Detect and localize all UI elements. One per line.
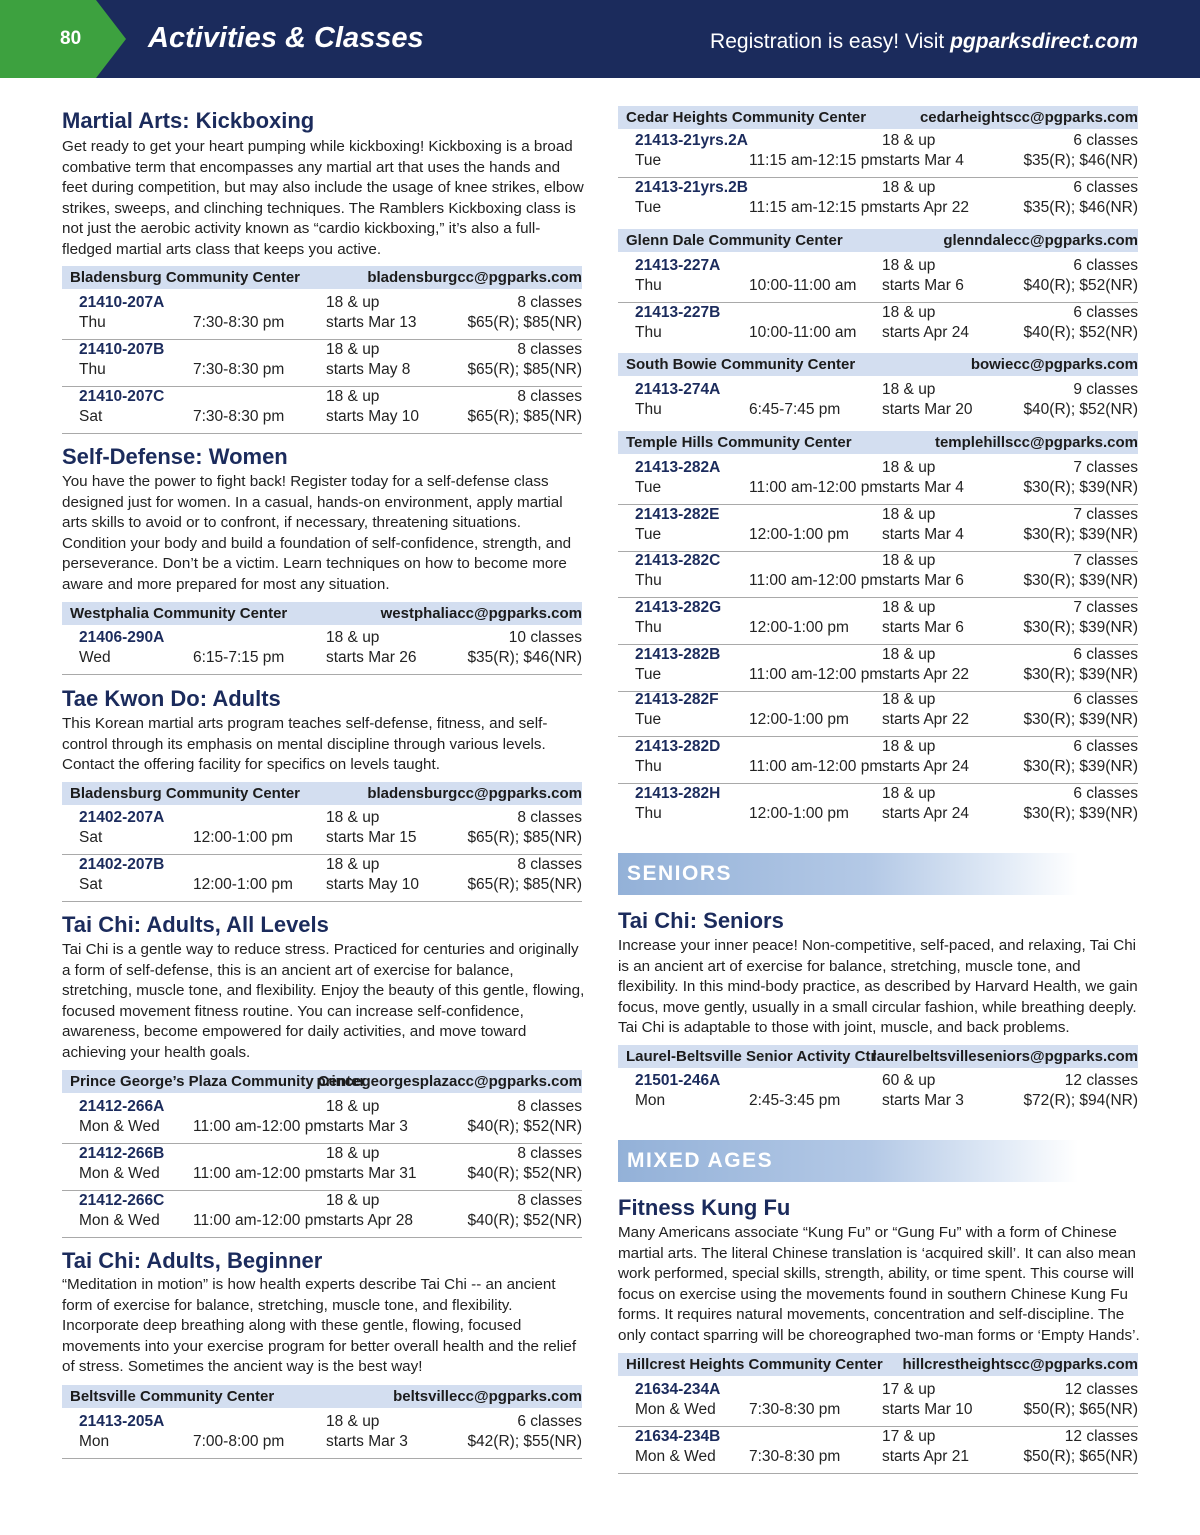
- class-start: starts May 10: [326, 876, 420, 893]
- class-fee: $50(R); $65(NR): [1023, 1401, 1138, 1418]
- class-code: 21412-266C: [79, 1192, 165, 1209]
- banner-label: MIXED AGES: [627, 1149, 774, 1172]
- class-count: 8 classes: [517, 341, 582, 358]
- class-start: starts Mar 4: [882, 526, 964, 543]
- class-day: Tue: [635, 479, 662, 496]
- location-bar: [618, 1353, 1138, 1376]
- class-time: 12:00-1:00 pm: [193, 876, 293, 893]
- class-code: 21413-282E: [635, 506, 720, 523]
- location-email[interactable]: templehillscc@pgparks.com: [934, 434, 1138, 451]
- location-name: Temple Hills Community Center: [626, 434, 852, 451]
- class-day: Tue: [635, 199, 662, 216]
- class-count: 6 classes: [1073, 179, 1138, 196]
- class-time: 11:00 am-12:00 pm: [749, 479, 883, 496]
- class-day: Thu: [79, 361, 106, 378]
- class-time: 6:15-7:15 pm: [193, 649, 285, 666]
- class-time: 7:00-8:00 pm: [193, 1433, 285, 1450]
- class-time: 6:45-7:45 pm: [749, 401, 841, 418]
- section-title: Self-Defense: Women: [62, 444, 288, 469]
- class-age: 18 & up: [326, 1413, 380, 1430]
- class-time: 11:00 am-12:00 pm: [193, 1212, 327, 1229]
- class-time: 11:00 am-12:00 pm: [193, 1118, 327, 1135]
- class-day: Sat: [79, 876, 103, 893]
- location-bar: [618, 229, 1138, 252]
- class-time: 10:00-11:00 am: [749, 324, 857, 341]
- class-count: 12 classes: [1064, 1428, 1138, 1445]
- location-name: Westphalia Community Center: [70, 605, 288, 622]
- location-bar: [62, 782, 582, 805]
- class-day: Tue: [635, 666, 662, 683]
- class-start: starts Mar 6: [882, 572, 964, 589]
- location-email[interactable]: princegeorgesplazacc@pgparks.com: [316, 1073, 582, 1090]
- section-description: Many Americans associate “Kung Fu” or “Gung Fu” with a form of Chinese martial arts. The literal Chinese translation is ‘acquired skill’. It can also mean work performed, special skills, strength, ability, or time spent. This course will focus on exercise using the movements found in southern Chinese Kung Fu forms. It requires natural movements, concentration and self-discipline. The only contact sparring will be choreographed two-man forms or ‘Empty Hands’.: [618, 1224, 1140, 1344]
- class-code: 21412-266B: [79, 1145, 165, 1162]
- class-code: 21413-282H: [635, 785, 721, 802]
- location-bar: [62, 602, 582, 625]
- class-row: [618, 784, 1138, 831]
- class-code: 21410-207C: [79, 388, 165, 405]
- class-fee: $40(R); $52(NR): [1023, 324, 1138, 341]
- class-day: Mon: [635, 1092, 666, 1109]
- page-header: [0, 0, 1200, 78]
- class-start: starts Mar 3: [326, 1118, 408, 1135]
- mixed-ages-banner: [618, 1140, 1078, 1182]
- class-time: 11:00 am-12:00 pm: [749, 666, 883, 683]
- class-row: [618, 1071, 1138, 1118]
- class-count: 8 classes: [517, 856, 582, 873]
- class-time: 7:30-8:30 pm: [193, 408, 285, 425]
- class-count: 6 classes: [1073, 785, 1138, 802]
- class-row: [618, 645, 1138, 692]
- class-fee: $30(R); $39(NR): [1023, 619, 1138, 636]
- class-row: [618, 690, 1138, 737]
- class-code: 21410-207A: [79, 294, 165, 311]
- location-name: Beltsville Community Center: [70, 1388, 275, 1405]
- class-fee: $35(R); $46(NR): [1023, 152, 1138, 169]
- class-age: 17 & up: [882, 1428, 936, 1445]
- class-time: 10:00-11:00 am: [749, 277, 857, 294]
- class-day: Thu: [635, 572, 662, 589]
- class-code: 21634-234A: [635, 1381, 721, 1398]
- class-count: 7 classes: [1073, 506, 1138, 523]
- class-code: 21406-290A: [79, 629, 165, 646]
- class-day: Mon & Wed: [79, 1118, 160, 1135]
- class-row: [62, 1144, 582, 1191]
- class-fee: $65(R); $85(NR): [467, 829, 582, 846]
- class-row: [62, 1412, 582, 1459]
- class-time: 11:00 am-12:00 pm: [749, 758, 883, 775]
- registration-link[interactable]: pgparksdirect.com: [950, 30, 1138, 53]
- class-day: Thu: [635, 277, 662, 294]
- class-code: 21413-282D: [635, 738, 721, 755]
- class-count: 6 classes: [1073, 257, 1138, 274]
- class-age: 18 & up: [882, 646, 936, 663]
- class-day: Thu: [635, 619, 662, 636]
- class-day: Tue: [635, 711, 662, 728]
- class-time: 7:30-8:30 pm: [749, 1401, 841, 1418]
- class-row: [618, 458, 1138, 505]
- class-fee: $30(R); $39(NR): [1023, 666, 1138, 683]
- class-age: 18 & up: [326, 856, 380, 873]
- class-row: [618, 178, 1138, 225]
- class-count: 9 classes: [1073, 381, 1138, 398]
- class-start: starts Apr 22: [882, 711, 970, 728]
- location-name: Laurel-Beltsville Senior Activity Ctr: [626, 1048, 877, 1065]
- section-description: “Meditation in motion” is how health experts describe Tai Chi -- an ancient form of exercise for balance, stretching, muscle tone, and flexibility. Incorporate deep breathing along with these gentle, flowing, focused movements into your exercise program for better overall health and the relief of stress. Sometimes the ancient way is the best way!: [62, 1276, 577, 1376]
- class-count: 7 classes: [1073, 552, 1138, 569]
- class-day: Mon & Wed: [635, 1401, 716, 1418]
- class-count: 8 classes: [517, 809, 582, 826]
- class-count: 8 classes: [517, 1192, 582, 1209]
- class-day: Mon & Wed: [79, 1165, 160, 1182]
- class-row: [618, 551, 1138, 598]
- class-count: 12 classes: [1064, 1072, 1138, 1089]
- class-day: Tue: [635, 152, 662, 169]
- section-description: You have the power to fight back! Register today for a self-defense class designed just for women. In a casual, hands-on environment, apply martial arts skills to avoid or to confront, if necessary, threatening situations. Condition your body and build a foundation of self-confidence, strength, and perseverance. Don’t be a victim. Learn techniques on how to become more aware and more prepared for most any situation.: [62, 473, 572, 593]
- class-time: 11:15 am-12:15 pm: [749, 199, 883, 216]
- section-title: Tae Kwon Do: Adults: [62, 686, 281, 711]
- class-day: Wed: [79, 649, 111, 666]
- class-start: starts Mar 13: [326, 314, 417, 331]
- class-code: 21413-21yrs.2A: [635, 132, 748, 149]
- class-code: 21413-205A: [79, 1413, 165, 1430]
- class-age: 18 & up: [882, 459, 936, 476]
- class-row: [618, 737, 1138, 784]
- location-name: Bladensburg Community Center: [70, 785, 301, 802]
- class-fee: $42(R); $55(NR): [467, 1433, 582, 1450]
- section-title: Tai Chi: Adults, Beginner: [62, 1248, 323, 1273]
- class-fee: $30(R); $39(NR): [1023, 711, 1138, 728]
- class-age: 18 & up: [882, 691, 936, 708]
- class-time: 7:30-8:30 pm: [749, 1448, 841, 1465]
- class-day: Thu: [635, 805, 662, 822]
- class-age: 18 & up: [882, 179, 936, 196]
- class-time: 12:00-1:00 pm: [749, 711, 849, 728]
- location-email[interactable]: beltsvillecc@pgparks.com: [393, 1388, 582, 1405]
- class-age: 18 & up: [326, 629, 380, 646]
- class-time: 7:30-8:30 pm: [193, 361, 285, 378]
- class-day: Mon & Wed: [79, 1212, 160, 1229]
- location-bar: [62, 266, 582, 289]
- class-age: 18 & up: [326, 1145, 380, 1162]
- class-row: [62, 1097, 582, 1144]
- class-count: 8 classes: [517, 1145, 582, 1162]
- section-title: Tai Chi: Adults, All Levels: [62, 912, 329, 937]
- class-count: 10 classes: [508, 629, 582, 646]
- class-code: 21410-207B: [79, 341, 165, 358]
- class-fee: $40(R); $52(NR): [467, 1165, 582, 1182]
- registration-text: Registration is easy! Visit: [710, 30, 951, 53]
- section-description: Increase your inner peace! Non-competitive, self-paced, and relaxing, Tai Chi is an ancient art of exercise for balance, stretching, muscle tone, and flexibility. In this mind-body practice, as described by Harvard Health, we gain focus, move gently, usually in a small circular fashion, while breathing deeply. Tai Chi is adaptable to those with joint, muscle, and back problems.: [618, 937, 1138, 1037]
- location-email[interactable]: westphaliacc@pgparks.com: [380, 605, 582, 622]
- class-start: starts Apr 24: [882, 805, 970, 822]
- class-code: 21413-227A: [635, 257, 721, 274]
- class-age: 18 & up: [882, 381, 936, 398]
- registration-note: [710, 30, 1138, 54]
- location-bar: [618, 106, 1138, 129]
- location-email[interactable]: bladensburgcc@pgparks.com: [367, 785, 582, 802]
- class-row: [618, 505, 1138, 552]
- section-title: Tai Chi: Seniors: [618, 908, 784, 933]
- class-age: 18 & up: [882, 132, 936, 149]
- location-name: Cedar Heights Community Center: [626, 109, 867, 126]
- class-count: 6 classes: [1073, 691, 1138, 708]
- class-count: 6 classes: [517, 1413, 582, 1430]
- class-row: [62, 808, 582, 855]
- class-row: [618, 598, 1138, 645]
- class-row: [62, 387, 582, 434]
- class-time: 12:00-1:00 pm: [749, 526, 849, 543]
- location-name: Bladensburg Community Center: [70, 269, 301, 286]
- class-age: 18 & up: [326, 294, 380, 311]
- class-age: 18 & up: [326, 809, 380, 826]
- class-start: starts Apr 28: [326, 1212, 414, 1229]
- class-fee: $40(R); $52(NR): [467, 1118, 582, 1135]
- class-row: [62, 855, 582, 902]
- class-code: 21634-234B: [635, 1428, 721, 1445]
- location-name: Hillcrest Heights Community Center: [626, 1356, 883, 1373]
- class-start: starts Mar 4: [882, 479, 964, 496]
- class-age: 17 & up: [882, 1381, 936, 1398]
- class-start: starts Apr 22: [882, 666, 970, 683]
- location-name: South Bowie Community Center: [626, 356, 856, 373]
- class-time: 12:00-1:00 pm: [193, 829, 293, 846]
- class-age: 18 & up: [326, 1098, 380, 1115]
- class-start: starts Mar 31: [326, 1165, 417, 1182]
- class-fee: $72(R); $94(NR): [1023, 1092, 1138, 1109]
- class-code: 21413-227B: [635, 304, 721, 321]
- class-start: starts Apr 24: [882, 324, 970, 341]
- class-time: 11:00 am-12:00 pm: [749, 572, 883, 589]
- class-code: 21413-282B: [635, 646, 721, 663]
- class-day: Thu: [635, 758, 662, 775]
- class-code: 21402-207A: [79, 809, 165, 826]
- class-age: 18 & up: [882, 599, 936, 616]
- class-day: Mon: [79, 1433, 110, 1450]
- class-age: 18 & up: [882, 785, 936, 802]
- location-name: Glenn Dale Community Center: [626, 232, 843, 249]
- class-start: starts Mar 4: [882, 152, 964, 169]
- class-time: 12:00-1:00 pm: [749, 619, 849, 636]
- class-fee: $40(R); $52(NR): [467, 1212, 582, 1229]
- class-count: 6 classes: [1073, 132, 1138, 149]
- location-email[interactable]: cedarheightscc@pgparks.com: [919, 109, 1138, 126]
- class-code: 21501-246A: [635, 1072, 721, 1089]
- class-count: 12 classes: [1064, 1381, 1138, 1398]
- class-fee: $65(R); $85(NR): [467, 314, 582, 331]
- class-age: 18 & up: [882, 506, 936, 523]
- class-time: 2:45-3:45 pm: [749, 1092, 841, 1109]
- class-age: 18 & up: [882, 738, 936, 755]
- banner-label: SENIORS: [627, 862, 733, 885]
- class-start: starts Mar 6: [882, 277, 964, 294]
- location-bar: [62, 1070, 582, 1093]
- class-start: starts Mar 26: [326, 649, 417, 666]
- class-age: 18 & up: [326, 1192, 380, 1209]
- class-start: starts May 10: [326, 408, 420, 425]
- class-start: starts Mar 3: [882, 1092, 964, 1109]
- class-day: Thu: [635, 324, 662, 341]
- class-start: starts Mar 6: [882, 619, 964, 636]
- location-email[interactable]: laurelbeltsvilleseniors@pgparks.com: [872, 1048, 1138, 1065]
- class-time: 12:00-1:00 pm: [749, 805, 849, 822]
- class-row: [618, 380, 1138, 427]
- class-fee: $40(R); $52(NR): [1023, 277, 1138, 294]
- location-bar: [62, 1385, 582, 1408]
- class-row: [62, 1191, 582, 1238]
- chevron-right-icon: [96, 0, 126, 78]
- class-fee: $65(R); $85(NR): [467, 876, 582, 893]
- class-fee: $65(R); $85(NR): [467, 361, 582, 378]
- class-start: starts Mar 10: [882, 1401, 973, 1418]
- class-row: [618, 1427, 1138, 1474]
- location-bar: [618, 1045, 1138, 1068]
- location-email[interactable]: glenndalecc@pgparks.com: [943, 232, 1138, 249]
- class-fee: $30(R); $39(NR): [1023, 572, 1138, 589]
- class-code: 21412-266A: [79, 1098, 165, 1115]
- class-time: 11:15 am-12:15 pm: [749, 152, 883, 169]
- class-row: [618, 1380, 1138, 1427]
- class-age: 60 & up: [882, 1072, 936, 1089]
- class-day: Sat: [79, 829, 103, 846]
- class-count: 8 classes: [517, 388, 582, 405]
- location-name: Prince George’s Plaza Community Center: [70, 1073, 366, 1090]
- class-row: [62, 340, 582, 387]
- class-age: 18 & up: [326, 388, 380, 405]
- section-description: Get ready to get your heart pumping while kickboxing! Kickboxing is a broad combative term that encompasses any martial art that uses the hands and feet during competition, but may also include the usage of knee strikes, elbow strikes, sweeps, and clinching techniques. The Ramblers Kickboxing class is not just the aerobic activity known as “cardio kickboxing,” it’s also a full-fledged martial arts class that keeps you active.: [62, 138, 584, 258]
- location-bar: [618, 353, 1138, 376]
- class-row: [62, 293, 582, 340]
- class-fee: $35(R); $46(NR): [1023, 199, 1138, 216]
- class-code: 21413-282A: [635, 459, 721, 476]
- class-fee: $40(R); $52(NR): [1023, 401, 1138, 418]
- class-row: [618, 256, 1138, 303]
- section-description: Tai Chi is a gentle way to reduce stress. Practiced for centuries and originally a form of self-defense, this is an ancient art of exercise for balance, stretching, muscle tone, and flexibility. Enjoy the beauty of this gentle, flowing, focused movement fitness routine. You can increase self-confidence, awareness, become empowered for daily activities, and move toward achieving your health goals.: [62, 941, 585, 1061]
- class-count: 6 classes: [1073, 646, 1138, 663]
- class-fee: $30(R); $39(NR): [1023, 758, 1138, 775]
- class-day: Thu: [635, 401, 662, 418]
- class-age: 18 & up: [326, 341, 380, 358]
- class-fee: $30(R); $39(NR): [1023, 805, 1138, 822]
- class-code: 21413-274A: [635, 381, 721, 398]
- class-age: 18 & up: [882, 257, 936, 274]
- class-fee: $65(R); $85(NR): [467, 408, 582, 425]
- class-day: Sat: [79, 408, 103, 425]
- class-count: 7 classes: [1073, 599, 1138, 616]
- class-day: Mon & Wed: [635, 1448, 716, 1465]
- class-row: [62, 628, 582, 675]
- location-email[interactable]: hillcrestheightscc@pgparks.com: [902, 1356, 1138, 1373]
- page-title: Activities & Classes: [148, 22, 424, 54]
- location-email[interactable]: bowiecc@pgparks.com: [970, 356, 1138, 373]
- class-age: 18 & up: [882, 552, 936, 569]
- class-start: starts Apr 21: [882, 1448, 970, 1465]
- seniors-banner: [618, 853, 1078, 895]
- class-count: 8 classes: [517, 294, 582, 311]
- class-start: starts Mar 20: [882, 401, 973, 418]
- class-row: [618, 303, 1138, 350]
- class-fee: $30(R); $39(NR): [1023, 479, 1138, 496]
- class-code: 21402-207B: [79, 856, 165, 873]
- class-start: starts Apr 24: [882, 758, 970, 775]
- class-code: 21413-282F: [635, 691, 719, 708]
- class-age: 18 & up: [882, 304, 936, 321]
- location-email[interactable]: bladensburgcc@pgparks.com: [367, 269, 582, 286]
- class-count: 7 classes: [1073, 459, 1138, 476]
- location-bar: [618, 431, 1138, 454]
- class-fee: $30(R); $39(NR): [1023, 526, 1138, 543]
- class-start: starts May 8: [326, 361, 411, 378]
- class-day: Tue: [635, 526, 662, 543]
- class-fee: $35(R); $46(NR): [467, 649, 582, 666]
- class-start: starts Mar 3: [326, 1433, 408, 1450]
- class-time: 7:30-8:30 pm: [193, 314, 285, 331]
- class-row: [618, 131, 1138, 178]
- class-start: starts Apr 22: [882, 199, 970, 216]
- class-fee: $50(R); $65(NR): [1023, 1448, 1138, 1465]
- section-title: Martial Arts: Kickboxing: [62, 108, 315, 133]
- class-start: starts Mar 15: [326, 829, 417, 846]
- class-count: 6 classes: [1073, 738, 1138, 755]
- page-number: 80: [60, 28, 82, 49]
- class-day: Thu: [79, 314, 106, 331]
- class-count: 6 classes: [1073, 304, 1138, 321]
- class-time: 11:00 am-12:00 pm: [193, 1165, 327, 1182]
- class-code: 21413-282C: [635, 552, 721, 569]
- class-code: 21413-21yrs.2B: [635, 179, 748, 196]
- class-code: 21413-282G: [635, 599, 722, 616]
- section-description: This Korean martial arts program teaches self-defense, fitness, and self-control through its emphasis on mental discipline through various levels. Contact the offering facility for specifics on levels taught.: [62, 715, 548, 774]
- class-count: 8 classes: [517, 1098, 582, 1115]
- section-title: Fitness Kung Fu: [618, 1195, 791, 1220]
